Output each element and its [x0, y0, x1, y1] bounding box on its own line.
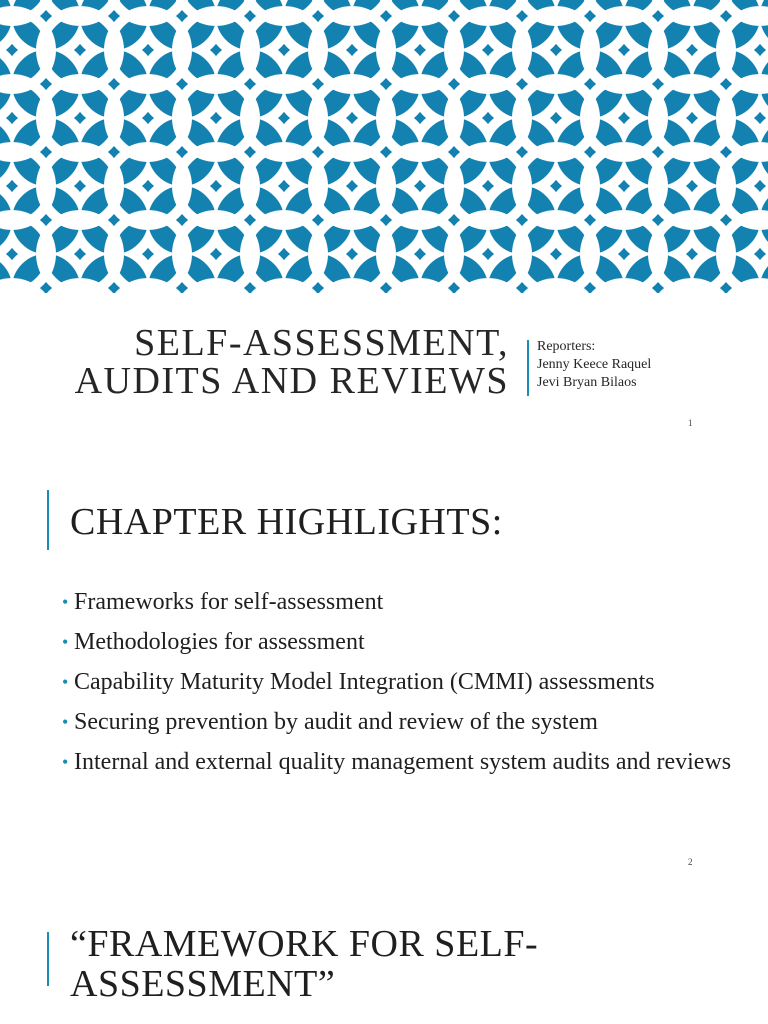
presentation-title — [75, 324, 509, 400]
reporter-name-1: Jenny Keece Raquel — [537, 357, 652, 372]
bullet-dot-icon: • — [62, 672, 69, 692]
title-divider — [527, 340, 529, 396]
title-line-1: SELF-ASSESSMENT, — [134, 322, 509, 364]
title-line-2: AUDITS AND REVIEWS — [74, 360, 509, 402]
reporters-block — [537, 338, 651, 392]
slide-heading — [70, 924, 538, 1004]
list-item: • Capability Maturity Model Integration (CMMI) assessments — [62, 669, 655, 695]
heading-line-1: “FRAMEWORK FOR SELF- — [70, 923, 539, 965]
highlights-list — [62, 587, 742, 787]
heading-accent-bar — [47, 932, 49, 986]
heading-accent-bar — [47, 490, 49, 550]
bullet-dot-icon: • — [62, 592, 69, 612]
list-item: • Securing prevention by audit and review of the system — [62, 709, 598, 735]
slide-2-page-number: 2 — [688, 857, 693, 867]
reporter-name-2: Jevi Bryan Bilaos — [537, 375, 637, 390]
slide-2[interactable] — [0, 440, 768, 876]
list-item: • Frameworks for self-assessment — [62, 589, 384, 615]
decorative-ring-pattern — [0, 0, 768, 293]
list-item: • Internal and external quality management system audits and reviews — [62, 749, 732, 775]
bullet-dot-icon: • — [62, 752, 69, 772]
slide-1-page-number: 1 — [688, 418, 693, 428]
list-item: • Methodologies for assessment — [62, 629, 365, 655]
reporters-label: Reporters: — [537, 339, 596, 354]
bullet-dot-icon: • — [62, 632, 69, 652]
slide-heading: CHAPTER HIGHLIGHTS: — [70, 501, 503, 543]
bullet-dot-icon: • — [62, 712, 69, 732]
slide-3[interactable] — [0, 876, 768, 1024]
heading-line-2: ASSESSMENT” — [70, 963, 336, 1005]
slide-1[interactable] — [0, 0, 768, 440]
